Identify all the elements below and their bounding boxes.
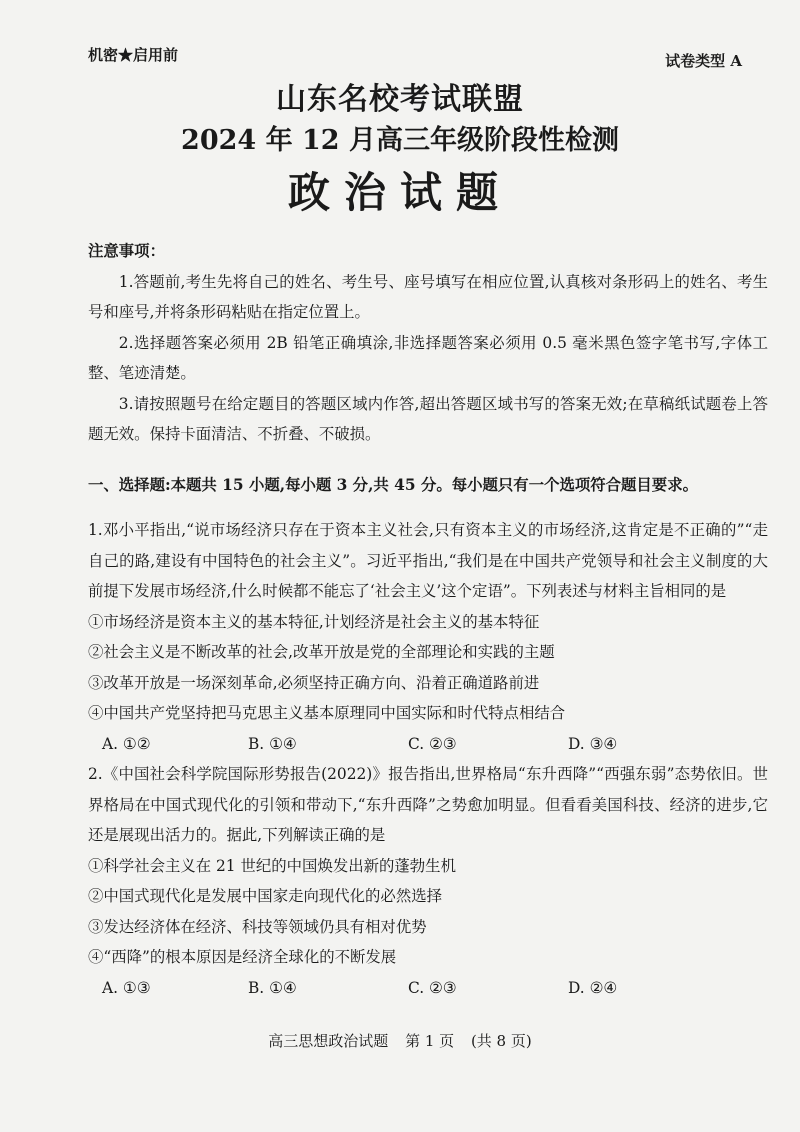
- footer-page: 第 1 页: [405, 1032, 455, 1050]
- choice-a: A. ①③: [102, 978, 151, 997]
- notice-item: 3.请按照题号在给定题目的答题区域内作答,超出答题区域书写的答案无效;在草稿纸试题卷上答题无效。保持卡面清洁、不折叠、不破损。: [88, 394, 768, 443]
- choice-b: B. ①④: [248, 978, 297, 997]
- choice-c: C. ②③: [408, 978, 457, 997]
- paper-type-label: 试卷类型 A: [665, 52, 742, 70]
- statement: ②中国式现代化是发展中国家走向现代化的必然选择: [88, 887, 442, 906]
- notice-title: 注意事项：: [88, 242, 165, 260]
- answer-choices: [88, 973, 768, 1004]
- answer-choices: [88, 729, 768, 760]
- choice-d: D. ③④: [568, 734, 618, 753]
- question-stem: 1.邓小平指出,“说市场经济只存在于资本主义社会,只有资本主义的市场经济,这肯定是不正确的”“走自己的路,建设有中国特色的社会主义”。习近平指出,“我们是在中国共产党领导和社会主义制度的大前提下发展市场经济,什么时候都不能忘了‘社会主义’这个定语”。下列表述与材料主旨相同的是: [88, 521, 768, 601]
- title-line-2: 2024 年 12 月高三年级阶段性检测: [181, 125, 619, 156]
- section-title: 一、选择题:本题共 15 小题,每小题 3 分,共 45 分。每小题只有一个选项符合题目要求。: [88, 475, 698, 494]
- statement: ①市场经济是资本主义的基本特征,计划经济是社会主义的基本特征: [88, 612, 540, 631]
- title-line-3: 政治试题: [287, 168, 512, 217]
- statement: ③发达经济体在经济、科技等领域仍具有相对优势: [88, 917, 427, 936]
- statement: ②社会主义是不断改革的社会,改革开放是党的全部理论和实践的主题: [88, 643, 555, 662]
- statement: ④中国共产党坚持把马克思主义基本原理同中国实际和时代特点相结合: [88, 704, 566, 723]
- choice-d: D. ②④: [568, 978, 618, 997]
- footer-total: (共 8 页): [470, 1032, 532, 1050]
- exam-body: [88, 236, 768, 1003]
- statement: ④“西降”的根本原因是经济全球化的不断发展: [88, 948, 397, 967]
- question-2: [88, 759, 768, 1003]
- notice-item: 1.答题前,考生先将自己的姓名、考生号、座号填写在相应位置,认真核对条形码上的姓名、考生号和座号,并将条形码粘贴在指定位置上。: [88, 272, 768, 321]
- statement: ③改革开放是一场深刻革命,必须坚持正确方向、沿着正确道路前进: [88, 673, 540, 692]
- statement: ①科学社会主义在 21 世纪的中国焕发出新的蓬勃生机: [88, 856, 456, 875]
- choice-a: A. ①②: [102, 734, 151, 753]
- choice-b: B. ①④: [248, 734, 297, 753]
- confidential-label: 机密★启用前: [88, 46, 179, 64]
- title-line-1: 山东名校考试联盟: [276, 82, 524, 117]
- page-footer: [0, 1030, 800, 1051]
- question-1: [88, 515, 768, 759]
- question-stem: 2.《中国社会科学院国际形势报告(2022)》报告指出,世界格局“东升西降”“西强东弱”态势依旧。世界格局在中国式现代化的引领和带动下,“东升西降”之势愈加明显。但看看美国科技、经济的进步,它还是展现出活力的。据此,下列解读正确的是: [88, 765, 768, 845]
- choice-c: C. ②③: [408, 734, 457, 753]
- notice-item: 2.选择题答案必须用 2B 铅笔正确填涂,非选择题答案必须用 0.5 毫米黑色签字笔书写,字体工整、笔迹清楚。: [88, 333, 768, 382]
- footer-subject: 高三思想政治试题: [268, 1032, 389, 1050]
